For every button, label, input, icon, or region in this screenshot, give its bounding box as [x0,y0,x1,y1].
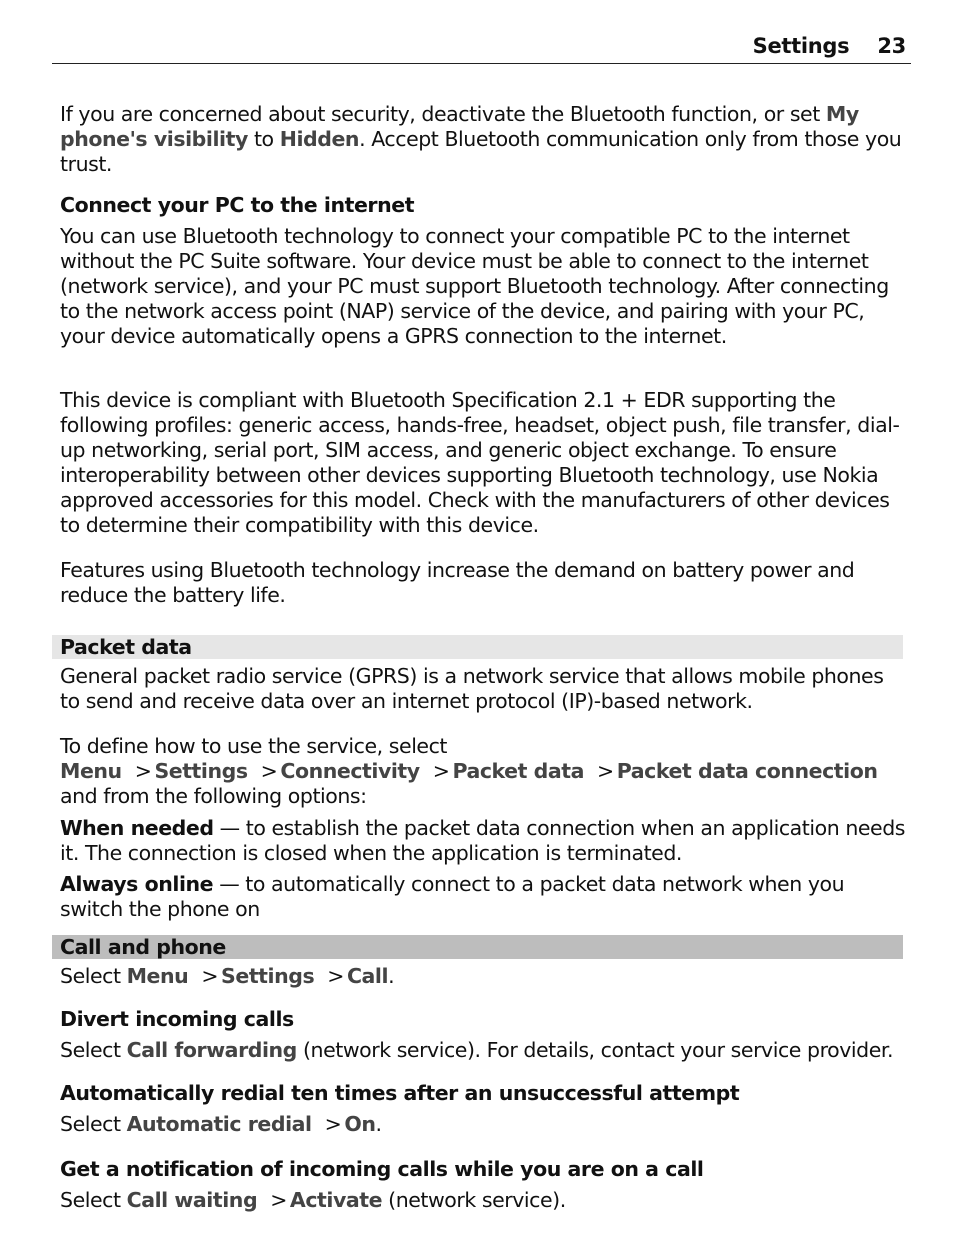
option-activate: Activate [289,1188,383,1212]
waiting-heading: Get a notification of incoming calls while you are on a call [60,1157,704,1181]
call-phone-heading: Call and phone [52,935,903,959]
divert-line: Select Call forwarding (network service). For details, contact your service provider. [60,1038,894,1062]
connect-pc-paragraph: You can use Bluetooth technology to connect your compatible PC to the internet without the PC Suite software. Your device must be able to connect to the internet (network service), and your PC must support Bluetooth technology. After connecting to the network access point (NAP) service of the device, and pairing with your PC, your device automatically opens a GPRS connection to the internet. [60,224,889,348]
option-call-waiting: Call waiting [126,1188,258,1212]
option-visibility: My phone's visibility [60,102,859,151]
menu-path-connectivity: Connectivity [280,759,420,783]
packet-data-heading: Packet data [52,635,903,659]
option-call-forwarding: Call forwarding [126,1038,297,1062]
option-hidden: Hidden [279,127,360,151]
menu-path-settings: Settings [154,759,248,783]
gprs-paragraph: General packet radio service (GPRS) is a network service that allows mobile phones to send and receive data over an internet protocol (IP)-based network. [60,664,884,713]
menu-path-settings: Settings [221,964,315,988]
divert-heading: Divert incoming calls [60,1007,294,1031]
security-paragraph: If you are concerned about security, deactivate the Bluetooth function, or set My phone's visibility to Hidden. Accept Bluetooth communication only from those you trust. [60,102,902,176]
menu-path-menu: Menu [60,759,122,783]
running-header [52,34,910,58]
option-when-needed: When needed — to establish the packet data connection when an application needs it. The connection is closed when the application is terminated. [60,816,905,865]
header-rule [52,63,911,64]
compliance-paragraph: This device is compliant with Bluetooth Specification 2.1 + EDR supporting the following profiles: generic access, hands-free, headset, object push, file transfer, dial-up networking, serial port, SIM access, and generic object exchange. To ensure interoperability between other devices supporting Bluetooth technology, use Nokia approved accessories for this model. Check with the manufacturers of other devices to determine their compatibility with this device. [60,388,900,537]
menu-path-packet-connection: Packet data connection [616,759,878,783]
page-number: 23 [877,34,906,58]
waiting-line: Select Call waiting > Activate (network service). [60,1188,566,1212]
menu-path-packet-data: Packet data [452,759,585,783]
option-on: On [344,1112,376,1136]
battery-paragraph: Features using Bluetooth technology increase the demand on battery power and reduce the battery life. [60,558,855,607]
packet-define-paragraph: To define how to use the service, select Menu > Settings > Connectivity > Packet data > Packet data connection and from the following options: [60,734,878,808]
option-automatic-redial: Automatic redial [126,1112,312,1136]
page-content [60,102,906,1213]
redial-heading: Automatically redial ten times after an unsuccessful attempt [60,1081,740,1105]
section-title: Settings [752,34,850,58]
menu-path-menu: Menu [126,964,189,988]
menu-path-call: Call [346,964,389,988]
option-always-online: Always online — to automatically connect to a packet data network when you switch the phone on [60,872,845,921]
connect-pc-heading: Connect your PC to the internet [60,193,415,217]
call-select-line: Select Menu > Settings > Call. [60,964,395,988]
redial-line: Select Automatic redial > On. [60,1112,382,1136]
